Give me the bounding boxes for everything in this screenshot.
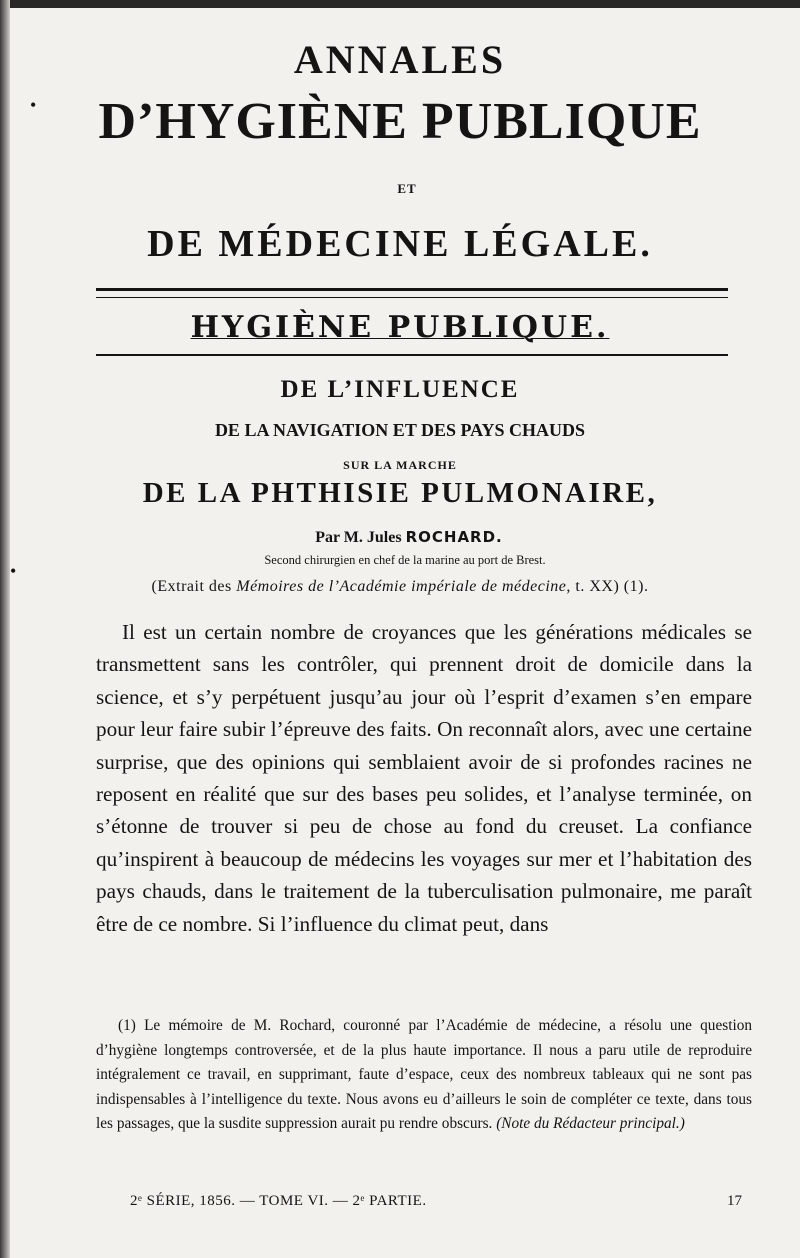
section-heading: HYGIÈNE PUBLIQUE.: [190, 310, 610, 345]
extract-open: (Extrait des: [151, 578, 237, 595]
page-footer: [130, 1193, 742, 1210]
author-surname: ROCHARD.: [405, 528, 503, 546]
scan-edge-top: [0, 0, 800, 8]
sheet-number: 17: [727, 1193, 742, 1209]
journal-title-conjunction: ET: [397, 181, 417, 196]
footnote-editor-note: (Note du Rédacteur principal.): [496, 1115, 685, 1132]
single-rule: [96, 354, 728, 356]
article-author: [18, 528, 800, 547]
extract-citation: [0, 578, 800, 596]
author-role: Second chirurgien en chef de la marine au port de Brest.: [264, 553, 546, 567]
journal-title-line2: D’HYGIÈNE PUBLIQUE: [98, 93, 702, 150]
article-title-line1: DE L’INFLUENCE: [280, 376, 520, 403]
margin-mark: •: [30, 95, 37, 115]
extract-source: Mémoires de l’Académie impériale de médecine: [236, 578, 567, 595]
author-prefix: Par M. Jules: [315, 529, 406, 546]
extract-close: , t. XX) (1).: [566, 578, 649, 595]
footnote-text: (1) Le mémoire de M. Rochard, couronné par l’Académie de médecine, a résolu une question d’hygiène longtemps controversée, et de la plus haute importance. Il nous a paru utile de reproduire intégralement ce travail, en supprimant, faute d’espace, ceux des nombreux tableaux qui ne sont pas indispensables à l’intelligence du texte. Nous avons eu d’ailleurs le soin de compléter ce texte, dans tous les passages, que la susdite suppression aurait pu rendre obscurs.: [96, 1017, 752, 1132]
margin-mark: •: [10, 561, 17, 581]
journal-title-line1: ANNALES: [293, 37, 507, 82]
scan-edge-left: [0, 0, 10, 1258]
article-title-line4: DE LA PHTHISIE PULMONAIRE,: [142, 477, 658, 509]
article-title-line3: SUR LA MARCHE: [343, 458, 457, 472]
article-title-line2: DE LA NAVIGATION ET DES PAYS CHAUDS: [214, 420, 586, 440]
printer-signature: 2ᵉ SÉRIE, 1856. — TOME VI. — 2ᵉ PARTIE.: [130, 1193, 427, 1209]
journal-title-line3: DE MÉDECINE LÉGALE.: [147, 223, 653, 265]
article-body: Il est un certain nombre de croyances que les générations médicales se transmettent sans les contrôler, qui prennent droit de domicile dans la science, et s’y perpétuent jusqu’au jour où l’esprit d’examen s’en empare pour leur faire subir l’épreuve des faits. On reconnaît alors, avec une certaine surprise, que des opinions qui semblaient avoir de si profondes racines ne reposent en réalité que sur des bases peu solides, et l’analyse terminée, on s’étonne de trouver si peu de chose au fond du creuset. La confiance qu’inspirent à beaucoup de médecins les voyages sur mer et l’habitation des pays chauds, dans le traitement de la tuberculisation pulmonaire, me paraît être de ce nombre. Si l’influence du climat peut, dans: [96, 620, 752, 936]
double-rule: [96, 288, 728, 298]
footnote: [96, 1014, 752, 1137]
